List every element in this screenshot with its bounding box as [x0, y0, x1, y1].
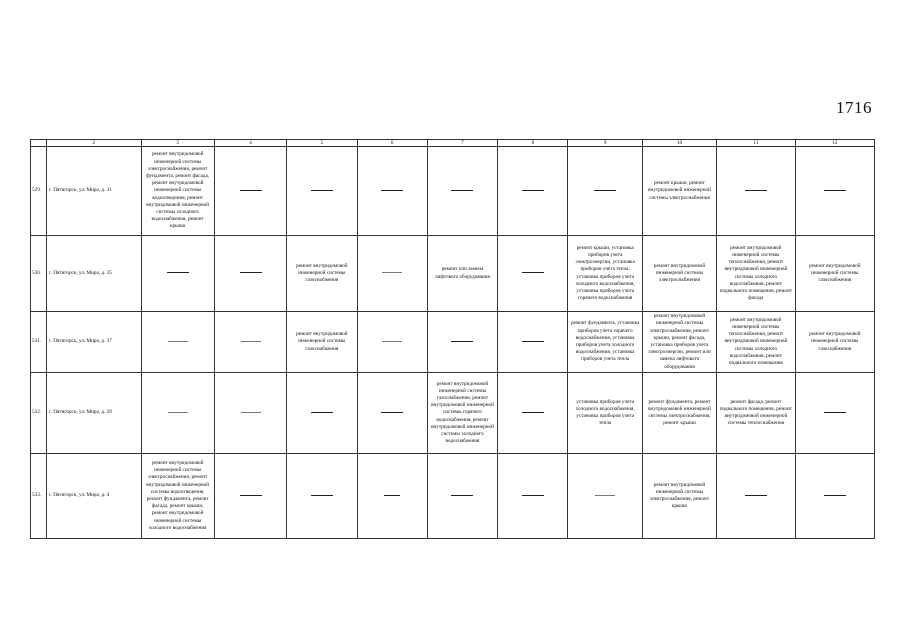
column-header: 8 [498, 140, 568, 147]
column-header: 7 [427, 140, 497, 147]
dash-mark [241, 412, 261, 413]
dash-mark [522, 272, 544, 273]
dash-mark [594, 190, 616, 191]
work-cell: ремонт крыши, установка приборов учета электроэнергии, установка приборов учета тепла, установка приборов учета холодного водоснабжения, установка приборов учета горячего водоснабжения [568, 236, 642, 312]
row-number: 529. [31, 147, 47, 236]
empty-cell [498, 236, 568, 312]
empty-cell [357, 147, 427, 236]
table-row [31, 454, 875, 539]
empty-cell [427, 312, 497, 373]
work-cell: ремонт внутридомовой инженерной системы газоснабжения [287, 236, 357, 312]
empty-cell [498, 147, 568, 236]
address-cell: г. Пятигорск, ул. Мира, д. 31 [47, 147, 141, 236]
column-header: 11 [717, 140, 795, 147]
dash-mark [311, 190, 333, 191]
empty-cell [141, 312, 214, 373]
row-number: 532. [31, 373, 47, 454]
empty-cell [498, 373, 568, 454]
address-cell: г. Пятигорск, ул. Мира, д. 39 [47, 373, 141, 454]
row-number: 531. [31, 312, 47, 373]
empty-cell [357, 373, 427, 454]
column-header: 5 [287, 140, 357, 147]
empty-cell [214, 454, 286, 539]
empty-cell [287, 373, 357, 454]
empty-cell [427, 454, 497, 539]
work-cell: ремонт фасада, ремонт подвального помещения, ремонт внутридомовой инженерной системы теплоснабжения [717, 373, 795, 454]
work-cell: ремонт внутридомовой инженерной системы газоснабжения [795, 312, 874, 373]
dash-mark [311, 412, 333, 413]
address-cell: г. Пятигорск, ул. Мира, д. 35 [47, 236, 141, 312]
row-number: 533. [31, 454, 47, 539]
dash-mark [311, 495, 333, 496]
table-row [31, 236, 875, 312]
column-header: 2 [47, 140, 141, 147]
work-cell: ремонт внутридомовой инженерной системы теплоснабжения, ремонт внутридомовой инженерной системы холодного водоснабжения, ремонт подвального помещения, ремонт фасада [717, 236, 795, 312]
dash-mark [745, 495, 767, 496]
work-cell: ремонт внутридомовой инженерной системы электроснабжения [642, 236, 716, 312]
dash-mark [451, 341, 473, 342]
column-header: 9 [568, 140, 642, 147]
dash-mark [451, 495, 473, 496]
empty-cell [214, 236, 286, 312]
row-number: 530. [31, 236, 47, 312]
work-cell: ремонт фундамента, установка приборов учета горячего водоснабжения, установка приборов учета холодного водоснабжения, установка приборов учета тепла [568, 312, 642, 373]
work-cell: ремонт фундамента, ремонт внутридомовой инженерной системы электроснабжения, ремонт крыши [642, 373, 716, 454]
empty-cell [141, 236, 214, 312]
work-cell: ремонт внутридомовой инженерной системы электроснабжения, ремонт крыши, ремонт фасада, установка приборов учета электроэнергии, ремонт или замена лифтового оборудования [642, 312, 716, 373]
empty-cell [568, 454, 642, 539]
work-cell: ремонт внутридомовой инженерной системы электроснабжения, ремонт крыши [642, 454, 716, 539]
dash-mark [745, 190, 767, 191]
empty-cell [357, 312, 427, 373]
dash-mark [167, 272, 189, 273]
empty-cell [287, 454, 357, 539]
dash-mark [381, 190, 403, 191]
table-row [31, 147, 875, 236]
work-cell: ремонт внутридомовой инженерной системы газоснабжения, ремонт внутридомовой инженерной системы горячего водоснабжения, ремонт внутридомовой инженерной системы холодного водоснабжения [427, 373, 497, 454]
dash-mark [451, 190, 473, 191]
column-header: 3 [141, 140, 214, 147]
dash-mark [240, 495, 262, 496]
empty-cell [357, 454, 427, 539]
column-header: 12 [795, 140, 874, 147]
empty-cell [498, 312, 568, 373]
dash-mark [381, 412, 403, 413]
empty-cell [568, 147, 642, 236]
empty-cell [498, 454, 568, 539]
dash-mark [824, 190, 846, 191]
empty-cell [427, 147, 497, 236]
table-row [31, 312, 875, 373]
dash-mark [382, 341, 402, 342]
dash-mark [382, 272, 402, 273]
dash-mark [241, 341, 261, 342]
work-cell: ремонт внутридомовой инженерной системы электроснабжения, ремонт фундамента, ремонт фасада, ремонт внутридомовой инженерной системы водоотведения, ремонт внутридомовой инженерной системы холодного водоснабжения, ремонт крыши [141, 147, 214, 236]
dash-mark [522, 190, 544, 191]
dash-mark [824, 495, 846, 496]
column-header: 10 [642, 140, 716, 147]
empty-cell [717, 147, 795, 236]
dash-mark [824, 412, 846, 413]
dash-mark [168, 412, 188, 413]
empty-cell [214, 373, 286, 454]
repair-schedule-table [30, 139, 875, 539]
address-cell: г. Пятигорск, ул. Мира, д. 4 [47, 454, 141, 539]
address-cell: г. Пятигорск, ул. Мира, д. 37 [47, 312, 141, 373]
work-cell: ремонт внутридомовой инженерной системы газоснабжения [287, 312, 357, 373]
work-cell: ремонт крыши, ремонт внутридомовой инженерной системы электроснабжения [642, 147, 716, 236]
column-header: 6 [357, 140, 427, 147]
dash-mark [240, 272, 262, 273]
dash-mark [522, 341, 544, 342]
empty-cell [717, 454, 795, 539]
table-row [31, 373, 875, 454]
dash-mark [522, 495, 544, 496]
work-cell: ремонт внутридомовой инженерной системы электроснабжения, ремонт внутридомовой инженерной системы водоотведения, ремонт фундамента, ремонт фасада, ремонт крыши, ремонт внутридомовой инженерной системы холодного водоснабжения [141, 454, 214, 539]
empty-cell [214, 147, 286, 236]
header-row [31, 140, 875, 147]
column-header: 4 [214, 140, 286, 147]
dash-mark [522, 412, 544, 413]
dash-mark [240, 190, 262, 191]
dash-mark [168, 341, 188, 342]
dash-mark [384, 495, 400, 496]
empty-cell [141, 373, 214, 454]
empty-cell [795, 454, 874, 539]
page-number: 1716 [836, 98, 872, 117]
empty-cell [357, 236, 427, 312]
empty-cell [287, 147, 357, 236]
empty-cell [795, 147, 874, 236]
work-cell: ремонт или замена лифтового оборудования [427, 236, 497, 312]
empty-cell [214, 312, 286, 373]
dash-mark [595, 495, 615, 496]
work-cell: установка приборов учета холодного водоснабжения, установка приборов учета тепла [568, 373, 642, 454]
empty-cell [795, 373, 874, 454]
work-cell: ремонт внутридомовой инженерной системы газоснабжения [795, 236, 874, 312]
column-header [31, 140, 47, 147]
work-cell: ремонт внутридомовой инженерной системы теплоснабжения, ремонт внутридомовой инженерной системы холодного водоснабжения, ремонт подвального помещения [717, 312, 795, 373]
